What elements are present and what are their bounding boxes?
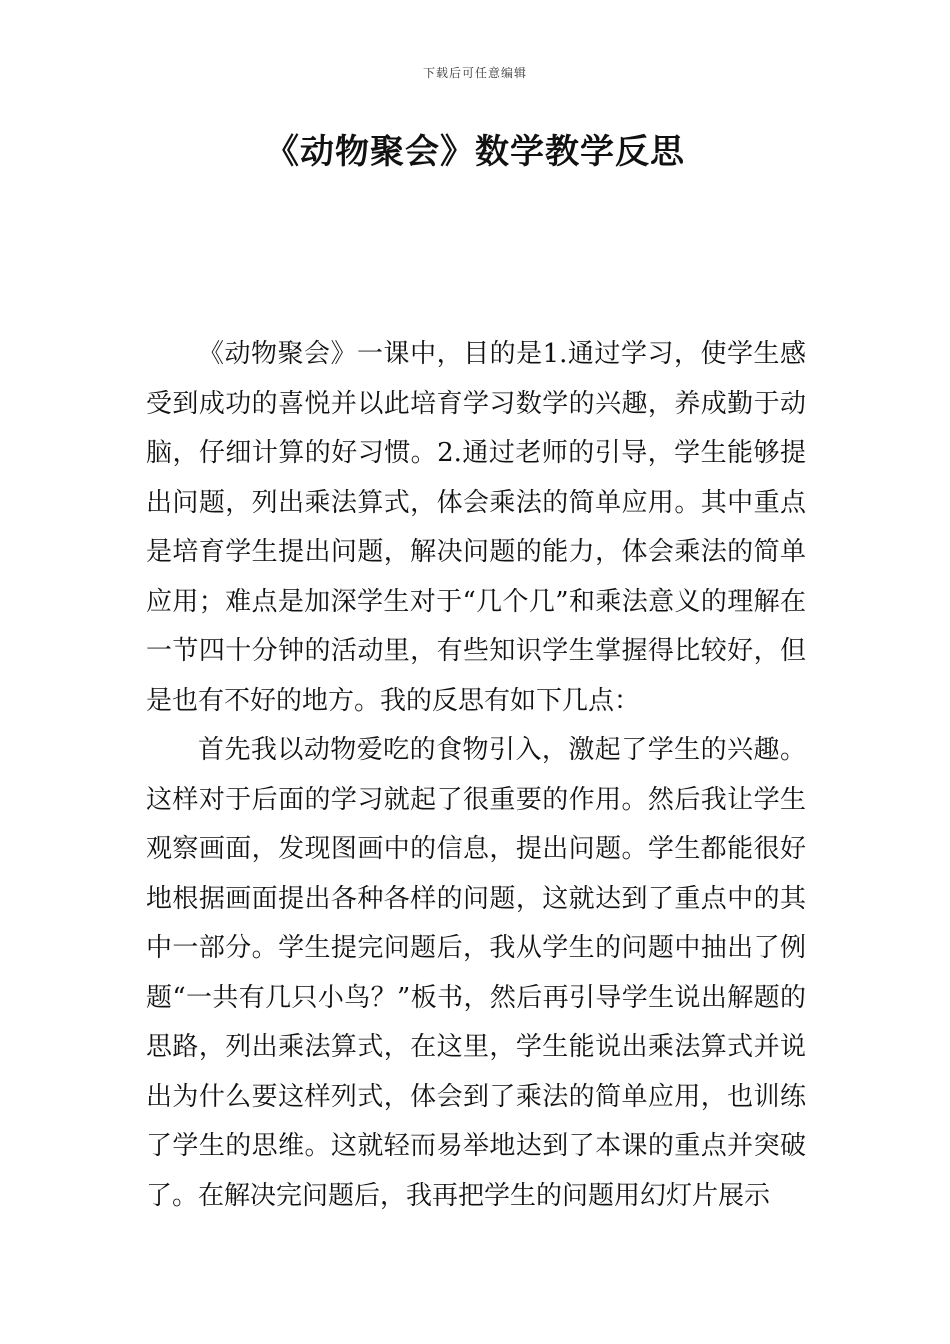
header-note: 下载后可任意编辑 [422,66,527,80]
document-body [146,330,806,1221]
paragraph-1: 《动物聚会》一课中，目的是1.通过学习，使学生感受到成功的喜悦并以此培育学习数学的兴趣，养成勤于动脑，仔细计算的好习惯。2.通过老师的引导，学生能够提出问题，列出乘法算式，体会乘法的简单应用。其中重点是培育学生提出问题，解决问题的能力，体会乘法的简单应用；难点是加深学生对于“几个几”和乘法意义的理解在一节四十分钟的活动里，有些知识学生掌握得比较好，但是也有不好的地方。我的反思有如下几点： [146,339,806,716]
document-title: 《动物聚会》数学教学反思 [265,132,685,172]
paragraph-2: 首先我以动物爱吃的食物引入，激起了学生的兴趣。这样对于后面的学习就起了很重要的作用。然后我让学生观察画面，发现图画中的信息，提出问题。学生都能很好地根据画面提出各种各样的问题，这就达到了重点中的其中一部分。学生提完问题后，我从学生的问题中抽出了例题“一共有几只小鸟？”板书，然后再引导学生说出解题的思路，列出乘法算式，在这里，学生能说出乘法算式并说出为什么要这样列式，体会到了乘法的简单应用，也训练了学生的思维。这就轻而易举地达到了本课的重点并突破了。在解决完问题后，我再把学生的问题用幻灯片展示 [146,735,806,1211]
